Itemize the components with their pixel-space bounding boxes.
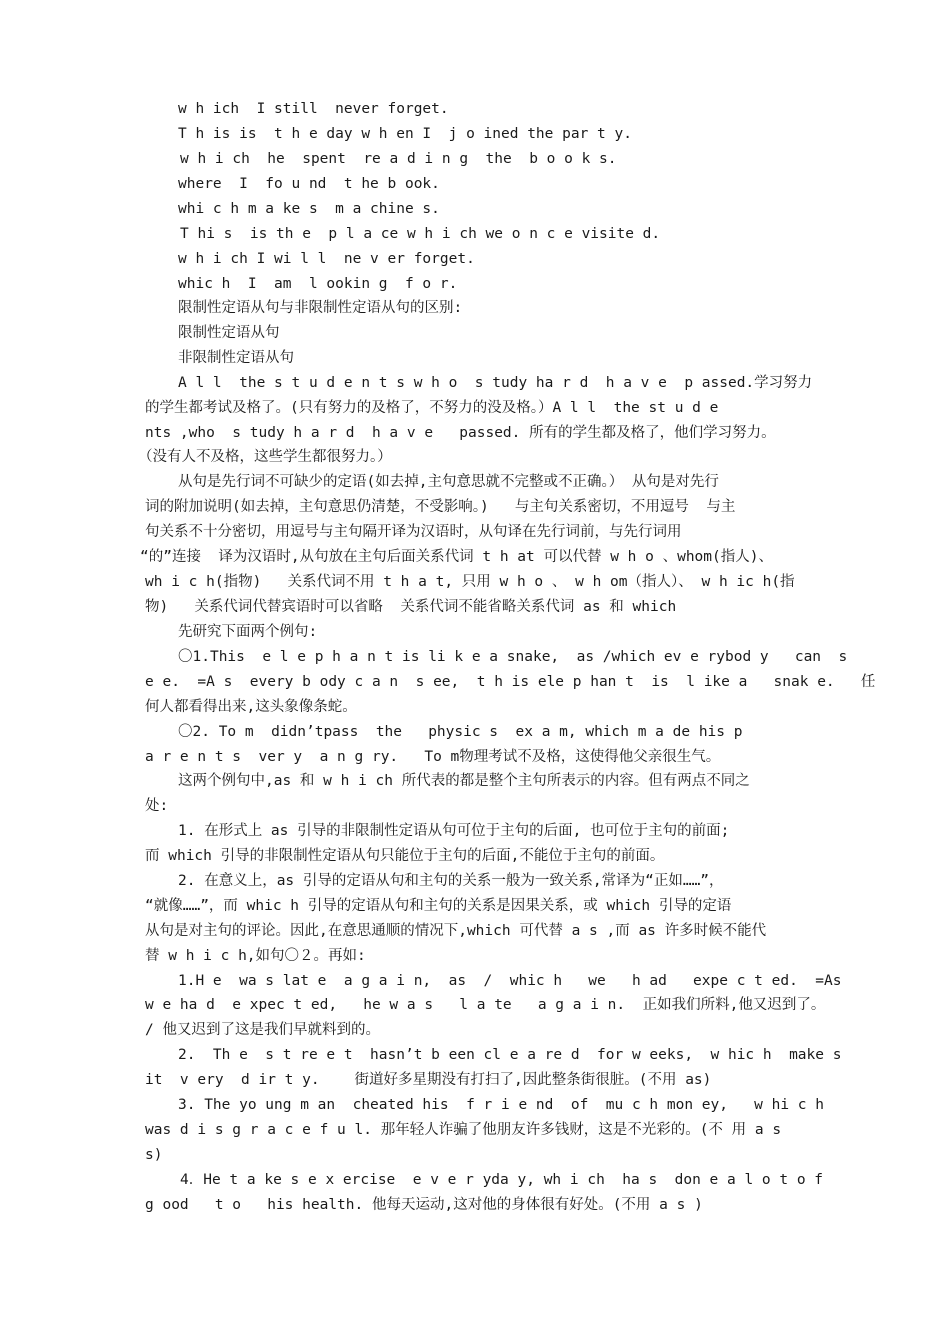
text-line: 从句是先行词不可缺少的定语(如去掉,主句意思就不完整或不正确。） 从句是对先行 (178, 474, 719, 490)
text-line: A l l the s t u d e n t s w h o s tudy ha r d h a v e p assed.学习努力 (178, 375, 813, 391)
text-line: 2. 在意义上，as 引导的定语从句和主句的关系一般为一致关系,常译为“正如……”， (178, 873, 724, 889)
text-line: （没有人不及格，这些学生都很努力。） (138, 449, 392, 465)
text-line: 句关系不十分密切，用逗号与主句隔开译为汉语时，从句译在先行词前，与先行词用 (145, 524, 682, 540)
text-line: 这两个例句中,as 和 w h i ch 所代表的都是整个主句所表示的内容。但有两点不同之 (178, 773, 750, 789)
text-line: it v ery d ir t y. 街道好多星期没有打扫了,因此整条街很脏。(不用 as) (145, 1072, 712, 1088)
text-line: 2. Th e s t re e t hasn’t b een cl e a re d for w eeks, w hic h make s (178, 1047, 842, 1063)
text-line: was d i s g r a c e f u l. 那年轻人诈骗了他朋友许多钱财，这是不光彩的。(不 用 a s (145, 1122, 782, 1138)
heading-line: 非限制性定语从句 (178, 350, 294, 366)
text-line: w h ich I still never forget. (178, 101, 449, 117)
text-line: 4．He t a ke s e x ercise e v e r yda y, wh i ch ha s don e a l o t o f (180, 1172, 824, 1188)
text-line: 而 which 引导的非限制性定语从句只能位于主句的后面,不能位于主句的前面。 (145, 848, 665, 864)
text-line: 词的附加说明(如去掉，主句意思仍清楚，不受影响。) 与主句关系密切，不用逗号 与主 (145, 499, 736, 515)
text-line: w h i ch he spent re a d i n g the b o o k s. (180, 151, 617, 167)
text-line: s) (145, 1147, 163, 1163)
text-line: 物) 关系代词代替宾语时可以省略 关系代词不能省略关系代词 as 和 which (145, 599, 677, 615)
text-line: 3. The yo ung m an cheated his f r i e nd of mu c h mon ey, w hi c h (178, 1097, 825, 1113)
text-line: 〇1.This e l e p h a n t is li k e a snake, as /which ev e rybod y can s (178, 649, 848, 665)
text-line: whi c h m a ke s m a chine s. (178, 201, 440, 217)
text-line: g ood t o his health. 他每天运动,这对他的身体很有好处。(不用 a s ) (145, 1197, 703, 1213)
text-line: e e. =A s every b ody c a n s ee, t h is ele p han t is l ike a snak e. 任 (145, 674, 876, 690)
text-line: 替 w h i c h,如句〇２。再如: (145, 948, 366, 964)
text-line: T h is is t h e day w h en I j o ined the par t y. (178, 126, 632, 142)
text-line: / 他又迟到了这是我们早就料到的。 (145, 1022, 380, 1038)
text-line: 从句是对主句的评论。因此,在意思通顺的情况下,which 可代替 a s ,而 as 许多时候不能代 (145, 923, 767, 939)
text-line: T hi s is th e p l a ce w h i ch we o n c e visite d. (180, 226, 661, 242)
text-line: wh i c h(指物) 关系代词不用 t h a t, 只用 w h o 、 w h om（指人）、 w h ic h(指 (145, 574, 795, 590)
text-line: 1. 在形式上 as 引导的非限制性定语从句可位于主句的后面, 也可位于主句的前面; (178, 823, 730, 839)
text-line: w h i ch I wi l l ne v er forget. (178, 251, 475, 267)
text-line: “的”连接 译为汉语时,从句放在主句后面关系代词 t h at 可以代替 w h o 、whom(指人)、 (140, 549, 773, 565)
text-line: 〇2. To m didn’tpass the physic s ex a m, which m a de his p (178, 724, 743, 740)
text-line: a r e n t s ver y a n g ry. To m物理考试不及格，这使得他父亲很生气。 (145, 749, 721, 765)
text-line: 先研究下面两个例句: (178, 624, 318, 640)
text-line: whic h I am l ookin g f o r. (178, 276, 458, 292)
text-line: 何人都看得出来,这头象像条蛇。 (145, 699, 357, 715)
text-line: w e ha d e xpec t ed, he w a s l a te a g a i n. 正如我们所料,他又迟到了。 (145, 997, 826, 1013)
text-line: where I fo u nd t he b ook. (178, 176, 440, 192)
text-line: 处: (145, 798, 169, 814)
text-line: “就像……”，而 whic h 引导的定语从句和主句的关系是因果关系，或 which 引导的定语 (145, 898, 732, 914)
text-line: 的学生都考试及格了。(只有努力的及格了，不努力的没及格。）A l l the st u d e (145, 400, 719, 416)
heading-line: 限制性定语从句与非限制性定语从句的区别: (178, 300, 463, 316)
heading-line: 限制性定语从句 (178, 325, 280, 341)
text-line: nts ,who s tudy h a r d h a v e passed. 所有的学生都及格了，他们学习努力。 (145, 425, 776, 441)
text-line: 1.H e wa s lat e a g a i n, as / whic h we h ad expe c t ed. =As (178, 973, 842, 989)
